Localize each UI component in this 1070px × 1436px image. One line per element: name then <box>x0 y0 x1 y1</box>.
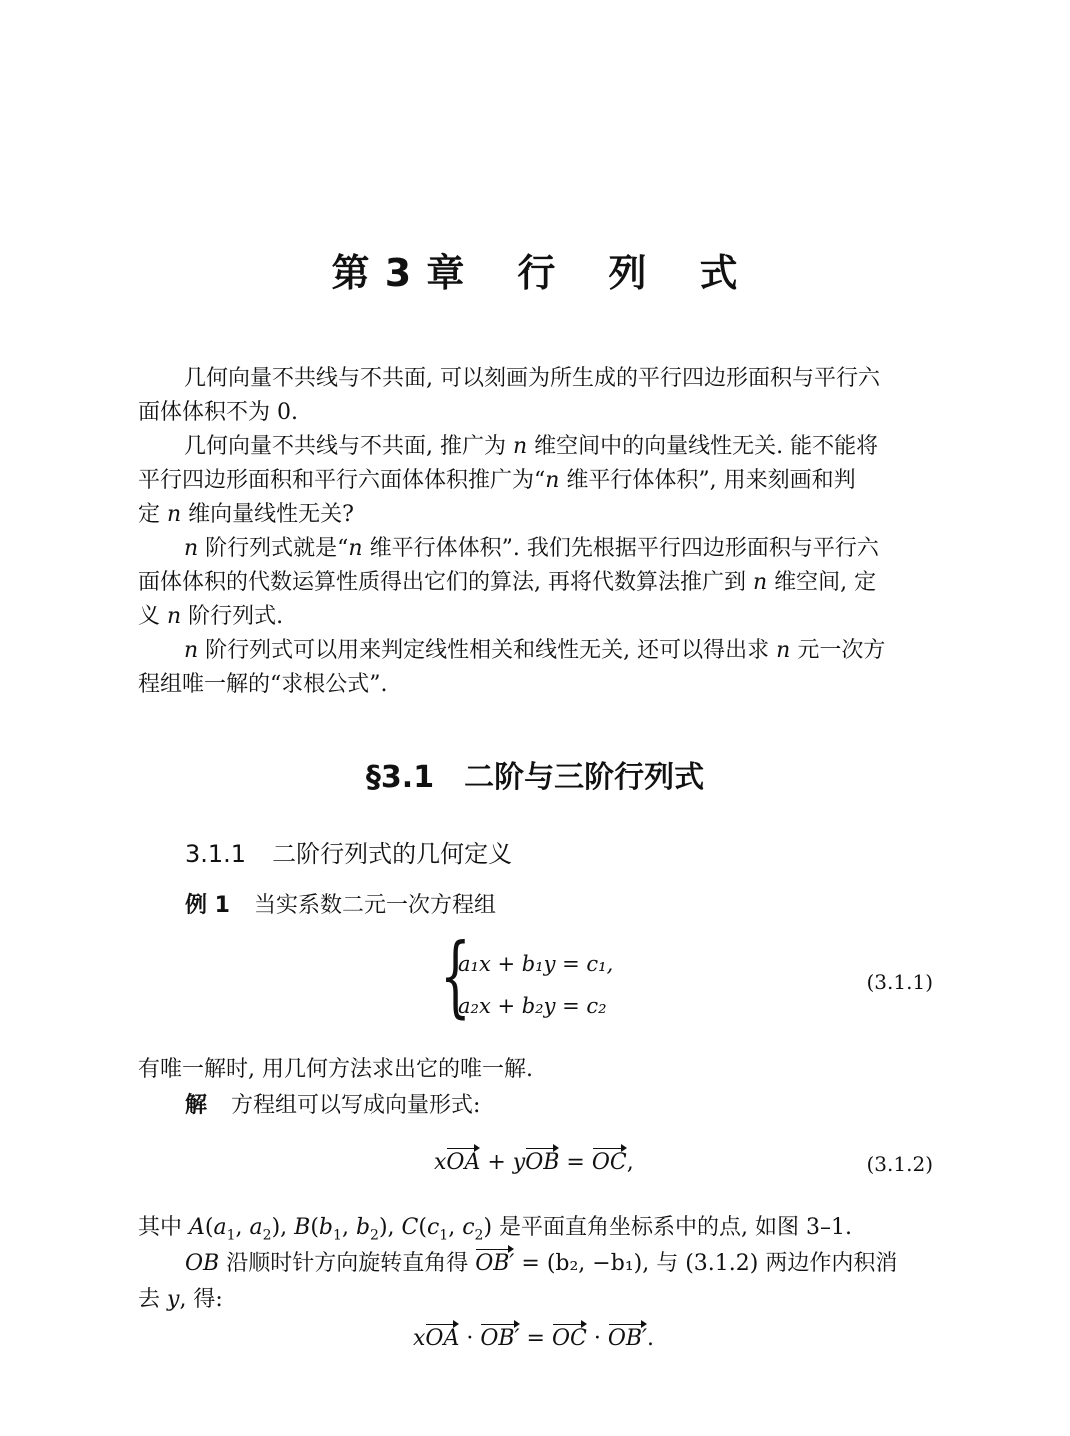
chapter-char-3: 式 <box>699 251 739 295</box>
solution-text: 方程组可以写成向量形式: <box>231 1093 481 1118</box>
equation-number-1: (3.1.1) <box>866 970 933 994</box>
solution-heading <box>185 1088 480 1119</box>
intro-line: 义 n 阶行列式. <box>138 604 284 629</box>
intro-line: 几何向量不共线与不共面, 推广为 n 维空间中的向量线性无关. 能不能将 <box>184 434 879 459</box>
intro-line: n 阶行列式就是“n 维平行体体积”. 我们先根据平行四边形面积与平行六 <box>184 536 879 561</box>
chapter-title <box>0 242 1070 297</box>
intro-line: 几何向量不共线与不共面, 可以刻画为所生成的平行四边形面积与平行六 <box>184 366 880 391</box>
example-text: 当实系数二元一次方程组 <box>253 893 496 918</box>
section-title: §3.1 二阶与三阶行列式 <box>365 760 705 795</box>
equation-line-1: a₁x + b₁y = c₁, <box>458 952 614 976</box>
subsection-text: 二阶行列式的几何定义 <box>272 840 513 868</box>
intro-line: n 阶行列式可以用来判定线性相关和线性无关, 还可以得出求 n 元一次方 <box>184 638 886 663</box>
points-text: 其中 $A(a_1$, $a_2$), $B(b_1$, $b_2$), $C(c_1$, $c_2$) 是平面直角坐标系中的点, 如图 3–1. <box>138 1215 853 1244</box>
dot-product-equation: xOA · OB′ = OC · OB′. <box>413 1326 655 1351</box>
intro-text <box>138 362 933 702</box>
subsection-number: 3.1.1 <box>185 840 247 868</box>
intro-line: 面体体积不为 0. <box>138 400 298 425</box>
after-equation-text: 有唯一解时, 用几何方法求出它的唯一解. <box>138 1057 533 1082</box>
intro-line: 面体体积的代数运算性质得出它们的算法, 再将代数算法推广到 n 维空间, 定 <box>138 570 877 595</box>
rotation-text-cont: 去 y, 得: <box>138 1287 223 1312</box>
solution-label: 解 <box>185 1093 208 1118</box>
chapter-label: 第 3 章 <box>331 251 466 295</box>
example-heading <box>185 888 496 919</box>
equation-line-2: a₂x + b₂y = c₂ <box>458 994 607 1018</box>
brace-symbol: { <box>440 924 471 1027</box>
vector-equation: xOA + yOB = OC, <box>434 1150 634 1175</box>
intro-line: 程组唯一解的“求根公式”. <box>138 672 388 697</box>
subsection-title <box>185 834 512 869</box>
equation-number-2: (3.1.2) <box>866 1152 933 1176</box>
example-label: 例 1 <box>185 893 230 918</box>
intro-line: 定 n 维向量线性无关? <box>138 502 354 527</box>
rotation-text: OB 沿顺时针方向旋转直角得 OB′ = (b₂, −b₁), 与 (3.1.2) 两边作内积消 <box>185 1251 898 1276</box>
chapter-char-2: 列 <box>608 251 648 295</box>
chapter-char-1: 行 <box>517 251 557 295</box>
intro-line: 平行四边形面积和平行六面体体积推广为“n 维平行体体积”, 用来刻画和判 <box>138 468 856 493</box>
